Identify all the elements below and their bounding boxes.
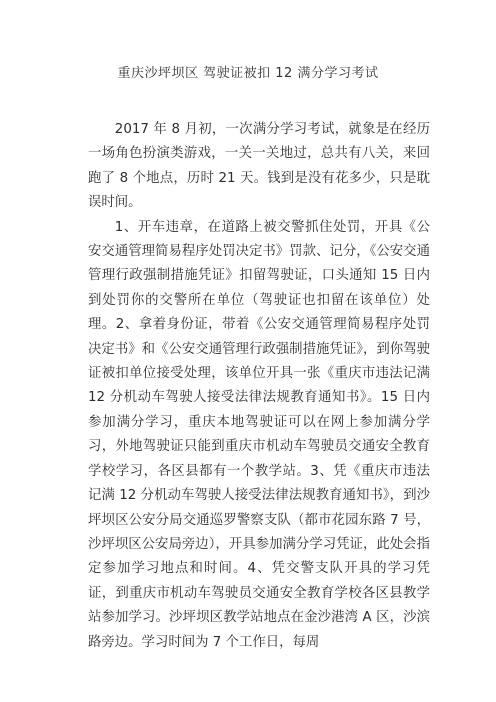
intro-paragraph: 2017 年 8 月初，一次满分学习考试，就象是在经历一场角色扮演类游戏，一关一关地过，总共有八关，来回跑了 8 个地点，历时 21 天。钱到是没有花多少，只是耽误时间。 (88, 122, 430, 211)
document-body (88, 118, 430, 655)
document-title: 重庆沙坪坝区 驾驶证被扣 12 满分学习考试 (117, 66, 379, 81)
steps-paragraph: 1、开车违章，在道路上被交警抓住处罚，开具《公安交通管理简易程序处罚决定书》罚款、记分，《公安交通管理行政强制措施凭证》扣留驾驶证，口头通知 15 日内到处罚你的交警所在单位（驾驶证也扣留在该单位）处理。2、拿着身份证，带着《公安交通管理简易程序处罚决定书》和《公安交通管理行政强制措施凭证》，到你驾驶证被扣单位接受处理，该单位开具一张《重庆市违法记满 12 分机动车驾驶人接受法律法规教育通知书》。15 日内参加满分学习，重庆本地驾驶证可以在网上参加满分学习，外地驾驶证只能到重庆市机动车驾驶员交通安全教育学校学习，各区县都有一个教学站。3、凭《重庆市违法记满 12 分机动车驾驶人接受法律法规教育通知书》，到沙坪坝区公安分局交通巡罗警察支队（都市花园东路 7 号，沙坪坝区公安局旁边），开具参加满分学习凭证，此处会指定参加学习地点和时间。4、凭交警支队开具的学习凭证，到重庆市机动车驾驶员交通安全教育学校各区县教学站参加学习。沙坪坝区教学站地点在金沙港湾 A 区，沙滨路旁边。学习时间为 7 个工作日，每周 (88, 219, 430, 650)
